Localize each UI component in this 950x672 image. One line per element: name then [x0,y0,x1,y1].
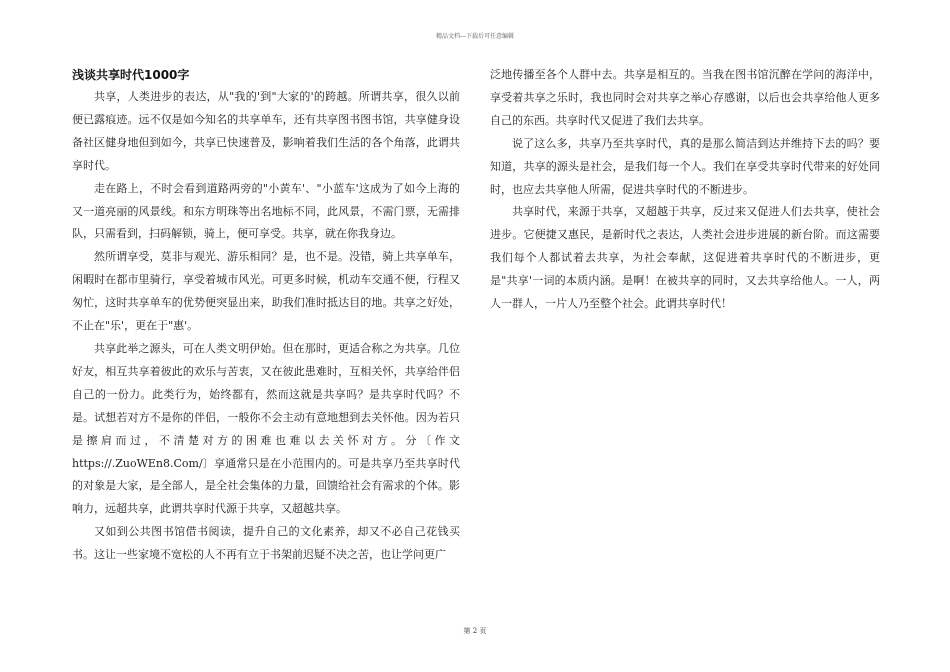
paragraph: 共享，人类进步的表达，从"我的'到"大家的'的跨越。所谓共享，很久以前便已露痕迹。远不仅是如今知名的共享单车，还有共享图书图书馆，共享健身设备社区健身地但到如今，共享已快速普及，影响着我们生活的各个角落，此谓共享时代。 [72,90,460,172]
paragraph: 走在路上，不时会看到道路两旁的"小黄车'、"小蓝车'这成为了如今上海的又一道亮丽的风景线。和东方明珠等出名地标不同，此风景，不需门票，无需排队，只需看到，扫码解锁，骑上，便可享受。共享，就在你我身边。 [72,181,460,241]
right-column [490,64,880,316]
page-number: 第 2 页 [463,627,487,635]
paragraph: 共享此举之源头，可在人类文明伊始。但在那时，更适合称之为共享。几位好友，相互共享着彼此的欢乐与苦衷，又在彼此患难时，互相关怀，共享给伴侣自己的一份力。此类行为，始终都有，然而这就是共享吗？是共享时代吗？不是。试想若对方不是你的伴侣，一般你不会主动有意地想到去关怀他。因为若只是擦肩而过，不清楚对方的困难也难以去关怀对方。分〔作文 https://.ZuoWEn8.Com/〕享通常只是在小范围内的。可是共享乃至共享时代的对象是大家，是全部人，是全社会集体的力量，回馈给社会有需求的个体。影响力，远超共享，此谓共享时代源于共享，又超越共享。 [72,341,460,516]
document-title: 浅谈共享时代1000字 [72,68,190,82]
paragraph: 说了这么多，共享乃至共享时代，真的是那么简洁到达并维持下去的吗？要知道，共享的源头是社会，是我们每一个人。我们在享受共享时代带来的好处同时，也应去共享他人所需，促进共享时代的不断进步。 [490,136,880,196]
paragraph: 又如到公共图书馆借书阅读，提升自己的文化素养，却又不必自己花钱买书。这让一些家境不宽松的人不再有立于书架前迟疑不决之苦，也让学问更广 [72,525,460,562]
paragraph: 然所谓享受，莫非与观光、游乐相同？是，也不是。没错，骑上共享单车，闲暇时在都市里骑行，享受着城市风光。可更多时候，机动车交通不便，行程又匆忙，这时共享单车的优势便突显出来，助我们准时抵达目的地。共享之好处，不止在"乐'，更在于"惠'。 [72,250,460,333]
page-header: 精品文档---下载后可任意编辑 [435,33,515,40]
left-column [72,64,460,567]
paragraph: 共享时代，来源于共享，又超越于共享，反过来又促进人们去共享，使社会进步。它便捷又惠民，是新时代之表达，人类社会进步进展的新台阶。而这需要我们每个人都试着去共享，为社会奉献，这促进着共享时代的不断进步，更是"共享'一词的本质内涵。是啊！在被共享的同时，又去共享给他人。一人，两人一群人，一片人乃至整个社会。此谓共享时代！ [490,205,880,311]
paragraph-continued: 泛地传播至各个人群中去。共享是相互的。当我在图书馆沉醉在学问的海洋中，享受着共享之乐时，我也同时会对共享之举心存感谢，以后也会共享给他人更多自己的东西。共享时代又促进了我们去共享。 [490,68,880,127]
